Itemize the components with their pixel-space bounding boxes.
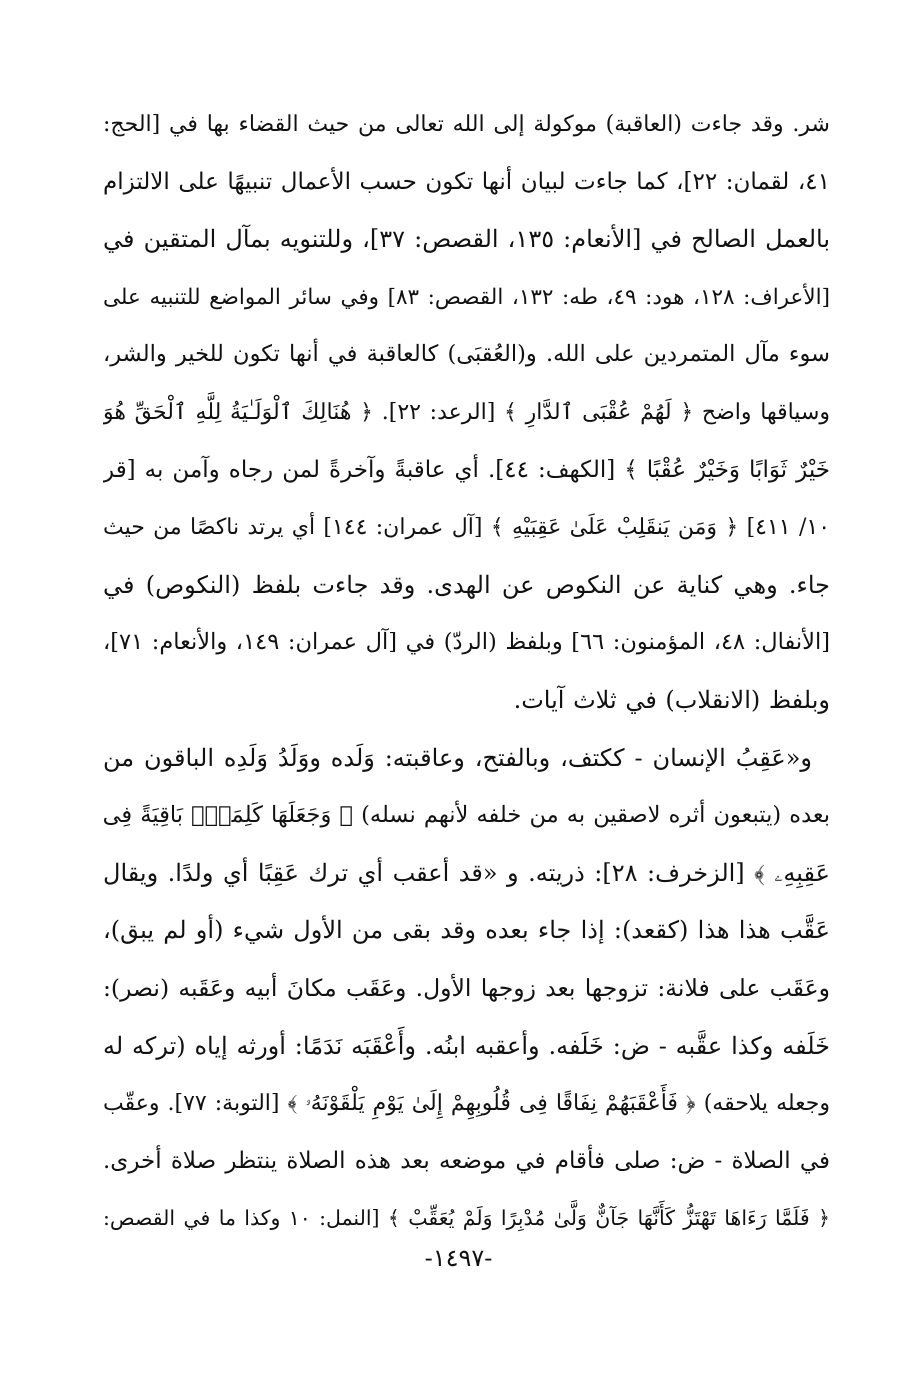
- body-text: [103, 96, 830, 1248]
- text-line: في الصلاة - ض: صلى فأقام في موضعه بعد هذه الصلاة ينتظر صلاة أخرى.: [103, 1147, 830, 1174]
- text-line: جاء. وهي كناية عن النكوص عن الهدى. وقد جاءت بلفظ (النكوص) في: [103, 570, 830, 599]
- text-line: وسياقها واضح ﴿ لَهُمْ عُقْبَى ٱلدَّارِ ﴾ [الرعد: ٢٢]. ﴿ هُنَالِكَ ٱلْوَلَـٰيَةُ لِلَّهِ ٱلْحَقِّ هُوَ: [103, 399, 830, 425]
- text-line: ﴿ فَلَمَّا رَءَاهَا تَهْتَزُّ كَأَنَّهَا جَآنٌّ وَلَّىٰ مُدْبِرًا وَلَمْ يُعَقِّبْ ﴾ [النمل: ١٠ وكذا ما في القصص:: [103, 1206, 830, 1231]
- text-line: سوء مآل المتمردين على الله. و(العُقبَى) كالعاقبة في أنها تكون للخير والشر،: [103, 341, 830, 368]
- text-line: [الأنفال: ٤٨، المؤمنون: ٦٦] وبلفظ (الردّ) في [آل عمران: ١٤٩، والأنعام: ٧١]،: [103, 629, 830, 656]
- text-line: بالعمل الصالح في [الأنعام: ١٣٥، القصص: ٣٧]، وللتنويه بمآل المتقين في: [103, 225, 830, 254]
- text-line: خَيْرٌ ثَوَابًا وَخَيْرٌ عُقْبًا ﴾ [الكهف: ٤٤]. أي عاقبةً وآخرةً لمن رجاه وآمن به [قر: [103, 456, 830, 483]
- text-line: ٤١، لقمان: ٢٢]، كما جاءت لبيان أنها تكون حسب الأعمال تنبيهًا على الالتزام: [103, 168, 830, 195]
- text-line: وعَقَب على فلانة: تزوجها بعد زوجها الأول. وعَقَب مكانَ أبيه وعَقَبه (نصر):: [103, 973, 830, 1002]
- text-line: وجعله يلاحقه) ﴿ فَأَعْقَبَهُمْ نِفَاقًا فِى قُلُوبِهِمْ إِلَىٰ يَوْمِ يَلْقَوْنَهُۥ ﴾ [التوبة: ٧٧]. وعقّب: [103, 1091, 830, 1117]
- page-number: -١٤٩٧-: [424, 1244, 493, 1272]
- text-line: وبلفظ (الانقلاب) في ثلاث آيات.: [513, 685, 830, 714]
- text-line: عَقِبِهِۦ ﴾ [الزخرف: ٢٨]: ذريته. و «قد أعقب أي ترك عَقِبًا أي ولدًا. ويقال: [103, 858, 830, 887]
- text-line: [الأعراف: ١٢٨، هود: ٤٩، طه: ١٣٢، القصص: ٨٣] وفي سائر المواضع للتنبيه على: [103, 284, 830, 310]
- text-line: ١٠/ ٤١١] ﴿ وَمَن يَنقَلِبْ عَلَىٰ عَقِبَيْهِ ﴾ [آل عمران: ١٤٤] أي يرتد ناكصًا من حيث: [103, 515, 830, 541]
- text-line: خَلَفه وكذا عقَّبه - ض: خَلَفه. وأعقبه ابنُه. وأَعْقَبَه نَدَمًا: أورثه إياه (تركه له: [103, 1031, 830, 1060]
- text-line: و«عَقِبُ الإنسان - ككتف، وبالفتح، وعاقبته: وَلَده ووَلَدُ وَلَدِه الباقون من: [103, 743, 812, 772]
- text-line: بعده (يتبعون أثره لاصقين به من خلفه لأنهم نسله) ﴿ وَجَعَلَهَا كَلِمَةًۢ بَاقِيَةً فِى: [103, 802, 830, 829]
- text-line: شر. وقد جاءت (العاقبة) موكولة إلى الله تعالى من حيث القضاء بها في [الحج:: [103, 112, 830, 137]
- text-line: عَقَّب هذا هذا (كقعد): إذا جاء بعده وقد بقى من الأول شيء (أو لم يبق)،: [103, 916, 830, 945]
